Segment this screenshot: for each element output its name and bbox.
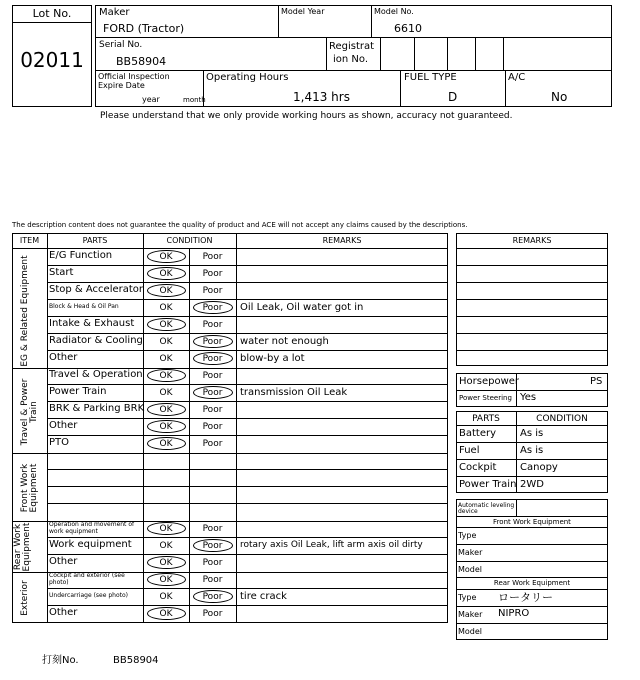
battery-value: As is bbox=[520, 428, 544, 439]
condition-ok: OK bbox=[159, 388, 173, 398]
remark-text: blow-by a lot bbox=[240, 353, 305, 364]
condition-poor: Poor bbox=[202, 575, 223, 585]
year-label: year bbox=[142, 95, 160, 104]
col-parts-header: PARTS bbox=[82, 236, 108, 245]
selected-condition-circle bbox=[193, 539, 233, 552]
selected-condition-circle bbox=[147, 284, 186, 297]
fuel-value: D bbox=[448, 90, 458, 104]
battery-label: Battery bbox=[459, 428, 497, 439]
condition-ok: OK bbox=[159, 541, 173, 551]
selected-condition-circle bbox=[147, 556, 186, 569]
power-steering-value: Yes bbox=[520, 392, 537, 403]
col-item-header: ITEM bbox=[19, 236, 40, 245]
stamp-label: 打刻No. bbox=[42, 655, 79, 666]
condition-ok: OK bbox=[159, 609, 173, 619]
condition-ok: OK bbox=[159, 405, 173, 415]
condition-ok: OK bbox=[159, 252, 173, 262]
condition-poor: Poor bbox=[202, 422, 223, 432]
fuel-cond-label: Fuel bbox=[459, 445, 480, 456]
remark-text: Oil Leak, Oil water got in bbox=[240, 302, 364, 313]
condition-poor: Poor bbox=[202, 405, 223, 415]
part-label: E/G Function bbox=[49, 250, 113, 261]
registration-label-2: ion No. bbox=[333, 54, 369, 65]
parts-header: PARTS bbox=[472, 414, 500, 424]
front-maker-label: Maker bbox=[458, 548, 483, 557]
remark-text: water not enough bbox=[240, 336, 329, 347]
condition-ok: OK bbox=[159, 524, 173, 534]
condition-ok: OK bbox=[159, 286, 173, 296]
part-label: Travel & Operation bbox=[49, 369, 143, 380]
part-label: Work equipment bbox=[49, 539, 132, 550]
selected-condition-circle bbox=[147, 607, 186, 620]
fuel-cond-value: As is bbox=[520, 445, 544, 456]
disclaimer: The description content does not guarantee the quality of product and ACE will not accept any claims caused by the descriptions. bbox=[12, 221, 468, 229]
selected-condition-circle bbox=[147, 420, 186, 433]
selected-condition-circle bbox=[147, 250, 186, 263]
lot-number: 02011 bbox=[20, 48, 84, 72]
serial-value: BB58904 bbox=[116, 55, 167, 68]
model-no-value: 6610 bbox=[394, 22, 422, 35]
rear-type-label: Type bbox=[458, 593, 477, 602]
fuel-label: FUEL TYPE bbox=[404, 72, 457, 83]
remarks-title: REMARKS bbox=[512, 236, 552, 245]
condition-ok: OK bbox=[159, 337, 173, 347]
power-train-value: 2WD bbox=[520, 479, 544, 490]
part-label: Other bbox=[49, 352, 78, 363]
inspection-label-1: Official Inspection bbox=[98, 72, 170, 81]
condition-ok: OK bbox=[159, 558, 173, 568]
group-label-rear: Rear Work Equipment bbox=[13, 522, 33, 572]
condition-poor: Poor bbox=[202, 354, 223, 364]
remark-text: rotary axis Oil Leak, lift arm axis oil dirty bbox=[240, 540, 423, 550]
condition-ok: OK bbox=[159, 303, 173, 313]
hours-note: Please understand that we only provide working hours as shown, accuracy not guaranteed. bbox=[100, 111, 513, 121]
selected-condition-circle bbox=[193, 590, 233, 603]
remark-text: tire crack bbox=[240, 591, 287, 602]
part-label: Cockpit and exterior (see photo) bbox=[49, 572, 125, 586]
condition-ok: OK bbox=[159, 422, 173, 432]
auto-level-label-1: Automatic leveling bbox=[458, 502, 515, 509]
power-train-label: Power Train bbox=[459, 479, 517, 490]
power-steering-label: Power Steering bbox=[459, 394, 512, 402]
lot-label: Lot No. bbox=[32, 7, 72, 20]
condition-poor: Poor bbox=[202, 388, 223, 398]
group-label-travel: Travel & Power Train bbox=[20, 378, 40, 446]
condition-poor: Poor bbox=[202, 541, 223, 551]
selected-condition-circle bbox=[147, 522, 186, 535]
condition-ok: OK bbox=[159, 592, 173, 602]
part-label: PTO bbox=[49, 437, 70, 448]
condition-poor: Poor bbox=[202, 609, 223, 619]
front-model-label: Model bbox=[458, 565, 483, 574]
ac-label: A/C bbox=[508, 72, 526, 83]
part-label: Undercarriage (see photo) bbox=[49, 592, 128, 599]
rear-maker-label: Maker bbox=[458, 610, 483, 619]
condition-poor: Poor bbox=[202, 320, 223, 330]
condition-poor: Poor bbox=[202, 269, 223, 279]
serial-label: Serial No. bbox=[99, 40, 143, 50]
condition-ok: OK bbox=[159, 354, 173, 364]
selected-condition-circle bbox=[193, 301, 233, 314]
condition-poor: Poor bbox=[202, 303, 223, 313]
condition-poor: Poor bbox=[202, 524, 223, 534]
group-label-eg: EG & Related Equipment bbox=[20, 255, 30, 367]
condition-poor: Poor bbox=[202, 252, 223, 262]
rear-maker-value: NIPRO bbox=[498, 608, 530, 619]
auto-level-label-2: device bbox=[458, 508, 478, 515]
condition-poor: Poor bbox=[202, 558, 223, 568]
col-condition-header: CONDITION bbox=[166, 236, 213, 245]
selected-condition-circle bbox=[193, 335, 233, 348]
part-label: Other bbox=[49, 607, 78, 618]
part-label: Stop & Accelerator bbox=[49, 284, 144, 295]
hours-value: 1,413 hrs bbox=[293, 90, 350, 104]
month-label: month bbox=[183, 96, 206, 104]
col-remarks-header: REMARKS bbox=[322, 236, 362, 245]
condition-poor: Poor bbox=[202, 592, 223, 602]
condition-ok: OK bbox=[159, 269, 173, 279]
condition-poor: Poor bbox=[202, 439, 223, 449]
front-type-label: Type bbox=[458, 531, 477, 540]
condition-header: CONDITION bbox=[536, 414, 588, 424]
rear-work-title: Rear Work Equipment bbox=[493, 579, 571, 587]
condition-poor: Poor bbox=[202, 371, 223, 381]
condition-ok: OK bbox=[159, 320, 173, 330]
registration-label-1: Registrat bbox=[329, 41, 375, 52]
part-label: BRK & Parking BRK bbox=[49, 403, 145, 414]
front-work-title: Front Work Equipment bbox=[493, 518, 571, 526]
selected-condition-circle bbox=[147, 369, 186, 382]
group-label-front: Front Work Equipment bbox=[20, 463, 40, 513]
horsepower-unit: PS bbox=[590, 376, 603, 387]
rear-model-label: Model bbox=[458, 627, 483, 636]
condition-poor: Poor bbox=[202, 337, 223, 347]
group-label-exterior: Exterior bbox=[20, 580, 30, 616]
selected-condition-circle bbox=[147, 573, 186, 586]
selected-condition-circle bbox=[147, 318, 186, 331]
model-year-label: Model Year bbox=[281, 7, 325, 16]
part-label: Other bbox=[49, 420, 78, 431]
part-label: Intake & Exhaust bbox=[49, 318, 135, 329]
part-label: Power Train bbox=[49, 386, 107, 397]
part-label: Start bbox=[49, 267, 74, 278]
selected-condition-circle bbox=[147, 267, 186, 280]
condition-poor: Poor bbox=[202, 286, 223, 296]
condition-ok: OK bbox=[159, 371, 173, 381]
cockpit-value: Canopy bbox=[520, 462, 558, 473]
part-label: Other bbox=[49, 556, 78, 567]
selected-condition-circle bbox=[193, 352, 233, 365]
part-label: Operation and movement of work equipment bbox=[49, 521, 135, 535]
condition-ok: OK bbox=[159, 575, 173, 585]
condition-ok: OK bbox=[159, 439, 173, 449]
model-no-label: Model No. bbox=[374, 7, 414, 16]
selected-condition-circle bbox=[147, 403, 186, 416]
horsepower-label: Horsepower bbox=[459, 376, 520, 387]
hours-label: Operating Hours bbox=[206, 72, 289, 83]
maker-value: FORD (Tractor) bbox=[103, 22, 185, 35]
stamp-value: BB58904 bbox=[113, 655, 159, 666]
part-label: Radiator & Cooling bbox=[49, 335, 143, 346]
part-label: Block & Head & Oil Pan bbox=[49, 303, 119, 310]
rear-type-value: ロータリー bbox=[498, 591, 553, 604]
inspection-label-2: Expire Date bbox=[98, 81, 145, 90]
remark-text: transmission Oil Leak bbox=[240, 387, 348, 398]
selected-condition-circle bbox=[193, 386, 233, 399]
selected-condition-circle bbox=[147, 437, 186, 450]
ac-value: No bbox=[551, 90, 568, 104]
maker-label: Maker bbox=[99, 7, 130, 18]
cockpit-label: Cockpit bbox=[459, 462, 497, 473]
